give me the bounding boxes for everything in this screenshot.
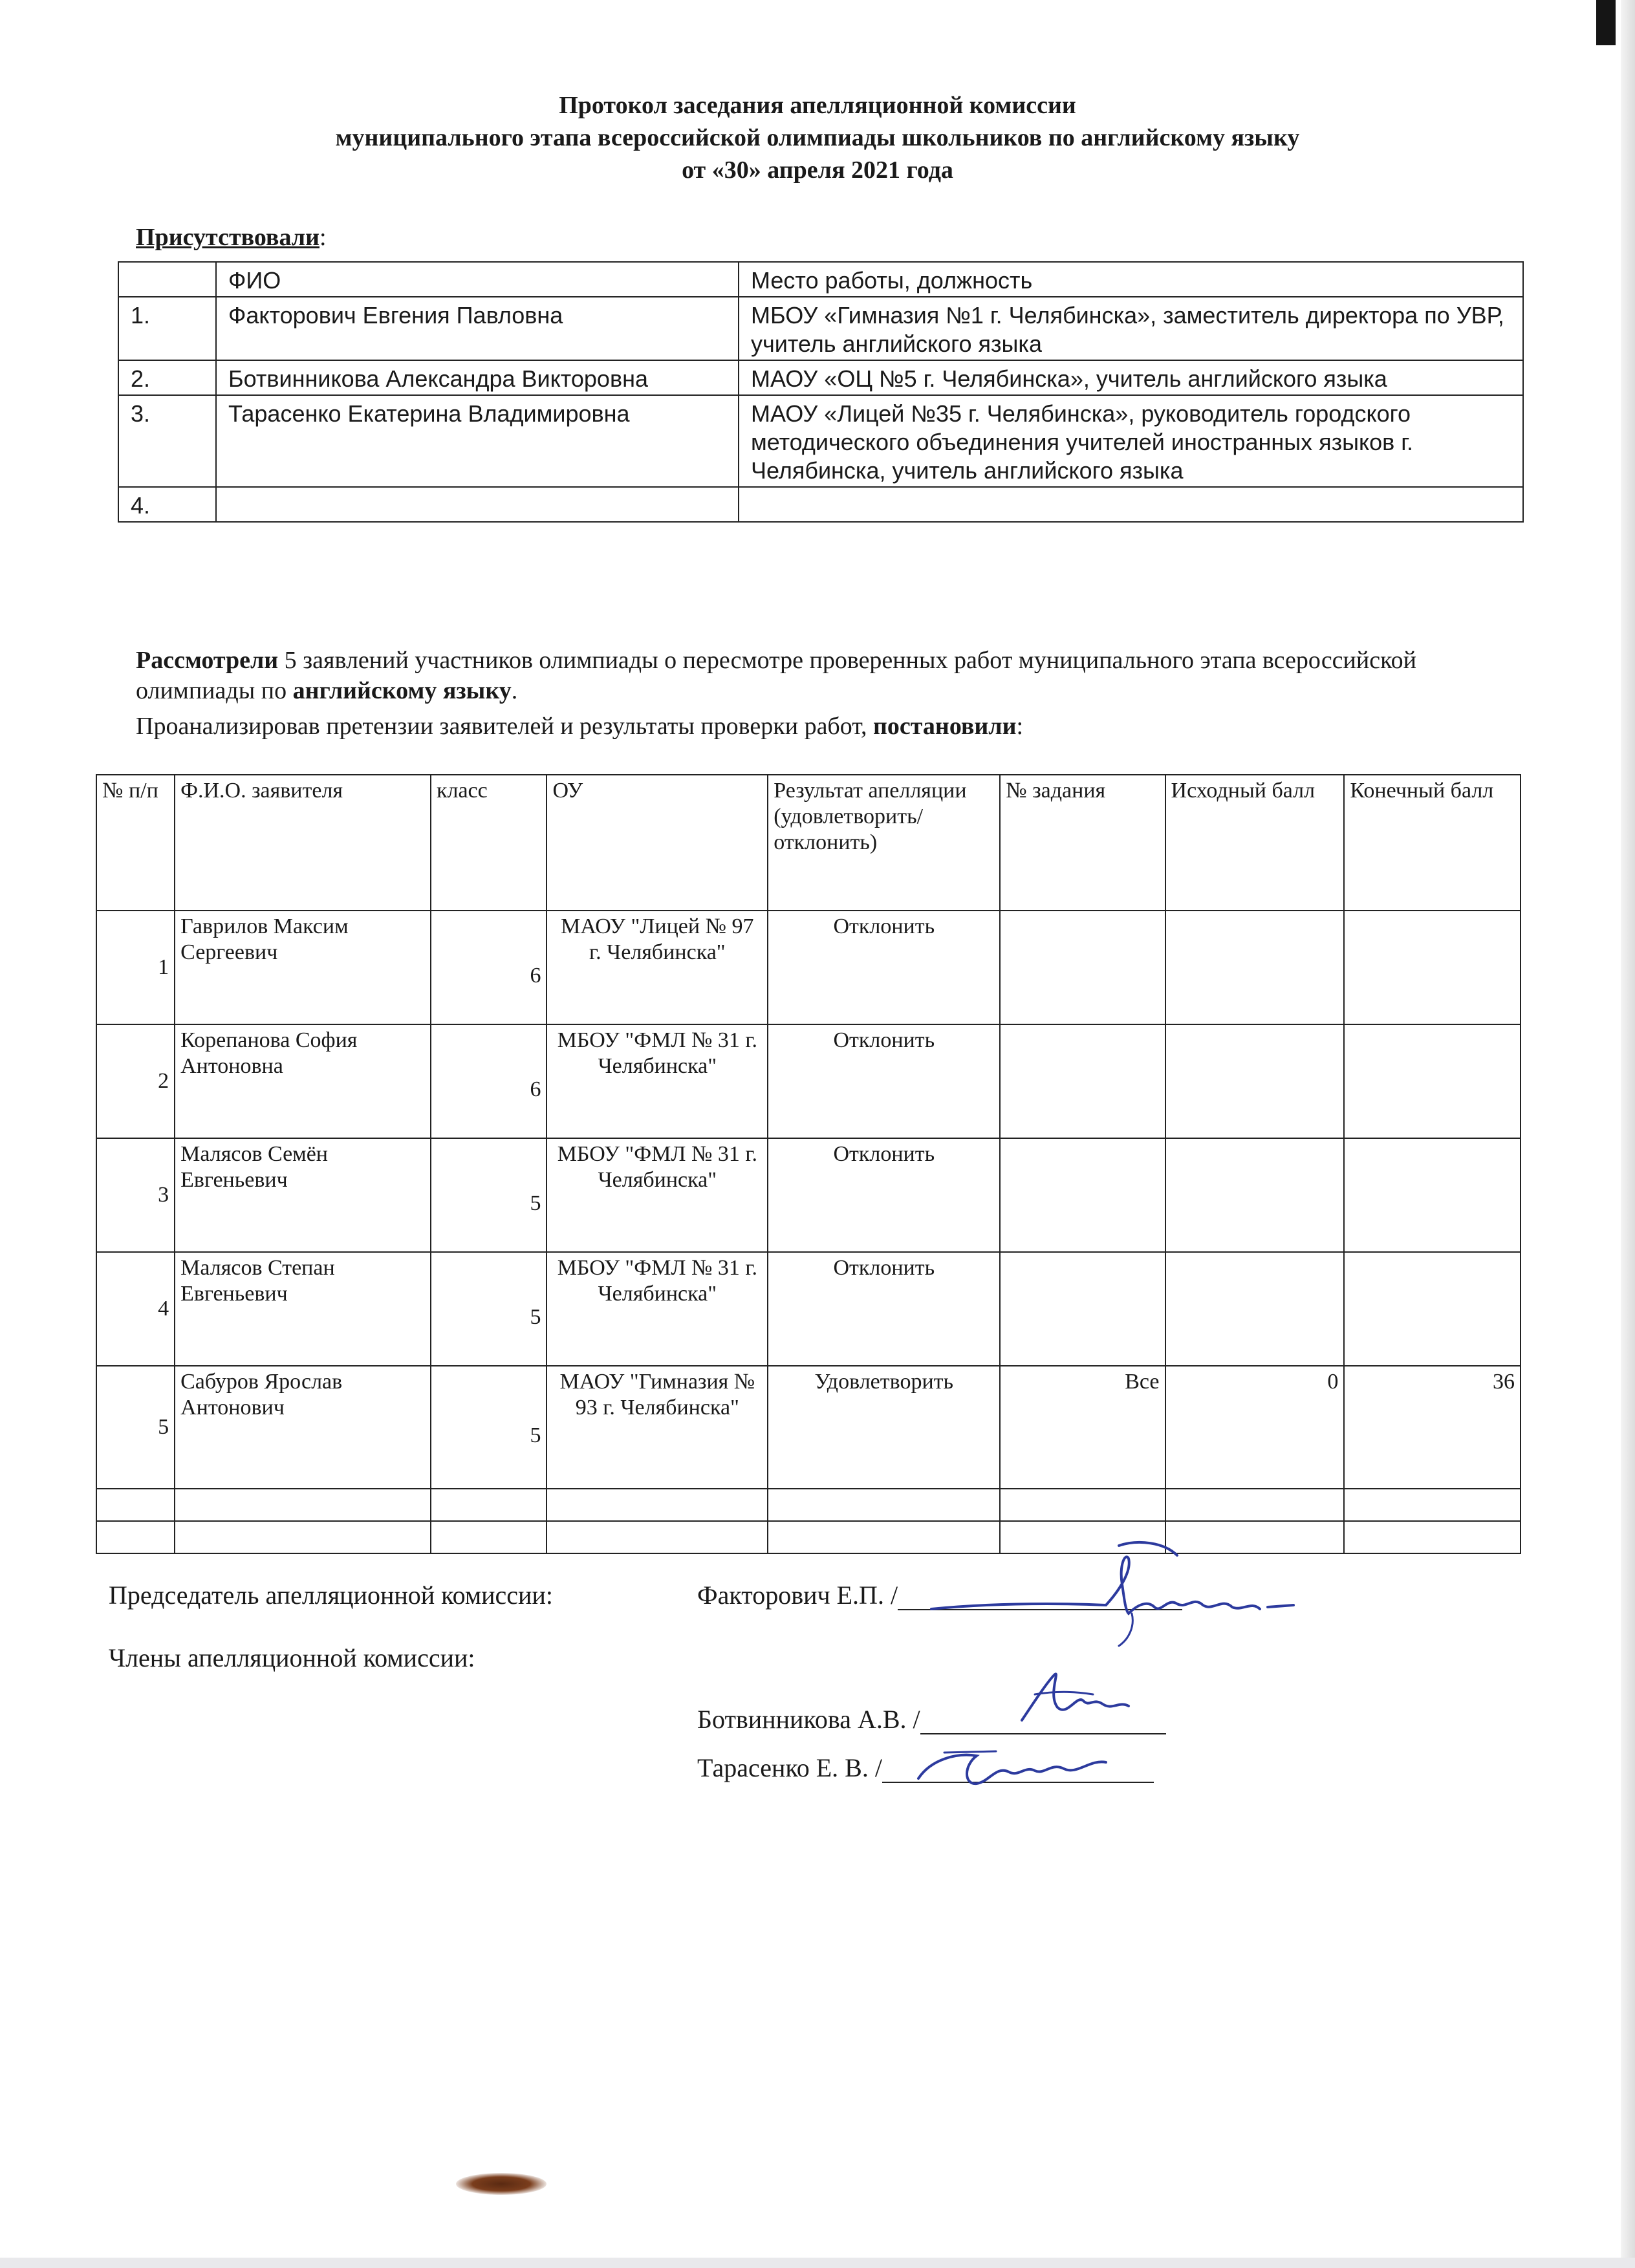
applicant-school: МАОУ "Лицей № 97 г. Челябинска" [547,911,768,1024]
applicant-grade: 5 [431,1138,547,1252]
scan-corner-mark [1596,0,1616,45]
title-line-3: от «30» апреля 2021 года [682,157,953,184]
row-num: 2 [96,1024,175,1138]
member-num: 4. [118,487,216,522]
appeal-result: Отклонить [768,1138,1000,1252]
appeal-result: Отклонить [768,1252,1000,1366]
initial-score [1165,1138,1345,1252]
member-job: МАОУ «ОЦ №5 г. Челябинска», учитель английского языка [739,360,1523,395]
header-name: Ф.И.О. заявителя [175,775,431,911]
applicant-name: Гаврилов Максим Сергеевич [175,911,431,1024]
member2-handwritten-signature [905,1733,1138,1798]
final-score [1344,1138,1521,1252]
applicant-grade: 6 [431,911,547,1024]
task-number [1000,1252,1165,1366]
members-row [118,360,1523,395]
document-title [0,89,1635,186]
chair-label: Председатель апелляционной комиссии: [109,1581,553,1610]
header-initial: Исходный балл [1165,775,1345,911]
member-job: МАОУ «Лицей №35 г. Челябинска», руководитель городского методического объединения учителей иностранных языков г. Челябинска, учитель английского языка [739,395,1523,487]
considered-text: 5 заявлений участников олимпиады о пересмотре проверенных работ муниципального этапа всероссийской олимпиады по [136,647,1416,704]
title-line-2: муниципального этапа всероссийской олимпиады школьников по английскому языку [335,124,1300,151]
member1-name: Ботвинникова А.В. / [697,1705,920,1734]
final-score [1344,1024,1521,1138]
member-name: Ботвинникова Александра Викторовна [216,360,739,395]
scan-edge [1621,0,1635,2268]
scan-bottom-edge [0,2258,1635,2268]
applicant-name: Малясов Степан Евгеньевич [175,1252,431,1366]
task-number [1000,1138,1165,1252]
member1-handwritten-signature [1009,1656,1177,1733]
member-num: 1. [118,297,216,360]
row-num: 5 [96,1366,175,1489]
appeal-result: Отклонить [768,911,1000,1024]
table-row [96,1252,1521,1366]
final-score [1344,911,1521,1024]
members-header-row [118,262,1523,297]
decision-paragraph [136,711,1526,742]
applicant-grade: 5 [431,1366,547,1489]
initial-score [1165,1252,1345,1366]
members-row [118,297,1523,360]
ink-stain [456,2173,547,2195]
present-label-text: Присутствовали [136,224,319,251]
members-label: Члены апелляционной комиссии: [109,1643,475,1672]
table-row [96,1024,1521,1138]
task-number: Все [1000,1366,1165,1489]
applicant-grade: 5 [431,1252,547,1366]
empty-row [96,1489,1521,1521]
decision-colon: : [1016,713,1024,740]
members-header-name: ФИО [216,262,739,297]
chair-name: Факторович Е.П. / [697,1581,898,1610]
chair-handwritten-signature [905,1533,1319,1649]
initial-score [1165,911,1345,1024]
members-table [118,261,1524,523]
row-num: 3 [96,1138,175,1252]
applicant-grade: 6 [431,1024,547,1138]
header-result: Результат апелляции (удовлетворить/ отклонить) [768,775,1000,911]
members-header-num [118,262,216,297]
initial-score: 0 [1165,1366,1345,1489]
appeals-header-row [96,775,1521,911]
member-num: 2. [118,360,216,395]
present-label [136,223,327,252]
appeal-result: Отклонить [768,1024,1000,1138]
members-row [118,487,1523,522]
final-score: 36 [1344,1366,1521,1489]
table-row [96,1366,1521,1489]
table-row [96,1138,1521,1252]
task-number [1000,911,1165,1024]
present-colon: : [319,224,327,251]
members-row [118,395,1523,487]
row-num: 4 [96,1252,175,1366]
header-num: № п/п [96,775,175,911]
subject-name: английскому языку [292,677,512,704]
appeals-table [96,774,1521,1554]
member-num: 3. [118,395,216,487]
initial-score [1165,1024,1345,1138]
applicant-school: МАОУ "Гимназия № 93 г. Челябинска" [547,1366,768,1489]
applicant-name: Корепанова София Антоновна [175,1024,431,1138]
applicant-school: МБОУ "ФМЛ № 31 г. Челябинска" [547,1024,768,1138]
decision-bold: постановили [873,713,1017,740]
member-name: Факторович Евгения Павловна [216,297,739,360]
member-job [739,487,1523,522]
applicant-school: МБОУ "ФМЛ № 31 г. Челябинска" [547,1138,768,1252]
header-grade: класс [431,775,547,911]
applicant-school: МБОУ "ФМЛ № 31 г. Челябинска" [547,1252,768,1366]
header-school: ОУ [547,775,768,911]
member2-name: Тарасенко Е. В. / [697,1753,882,1782]
applicant-name: Малясов Семён Евгеньевич [175,1138,431,1252]
considered-paragraph [136,645,1526,706]
members-header-job: Место работы, должность [739,262,1523,297]
considered-lead: Рассмотрели [136,647,279,674]
member-name [216,487,739,522]
member-job: МБОУ «Гимназия №1 г. Челябинска», заместитель директора по УВР, учитель английского языка [739,297,1523,360]
task-number [1000,1024,1165,1138]
title-line-1: Протокол заседания апелляционной комиссии [559,92,1076,119]
considered-end: . [511,677,518,704]
member-name: Тарасенко Екатерина Владимировна [216,395,739,487]
table-row [96,911,1521,1024]
final-score [1344,1252,1521,1366]
header-task: № задания [1000,775,1165,911]
header-final: Конечный балл [1344,775,1521,911]
decision-text: Проанализировав претензии заявителей и результаты проверки работ, [136,713,874,740]
appeal-result: Удовлетворить [768,1366,1000,1489]
applicant-name: Сабуров Ярослав Антонович [175,1366,431,1489]
row-num: 1 [96,911,175,1024]
